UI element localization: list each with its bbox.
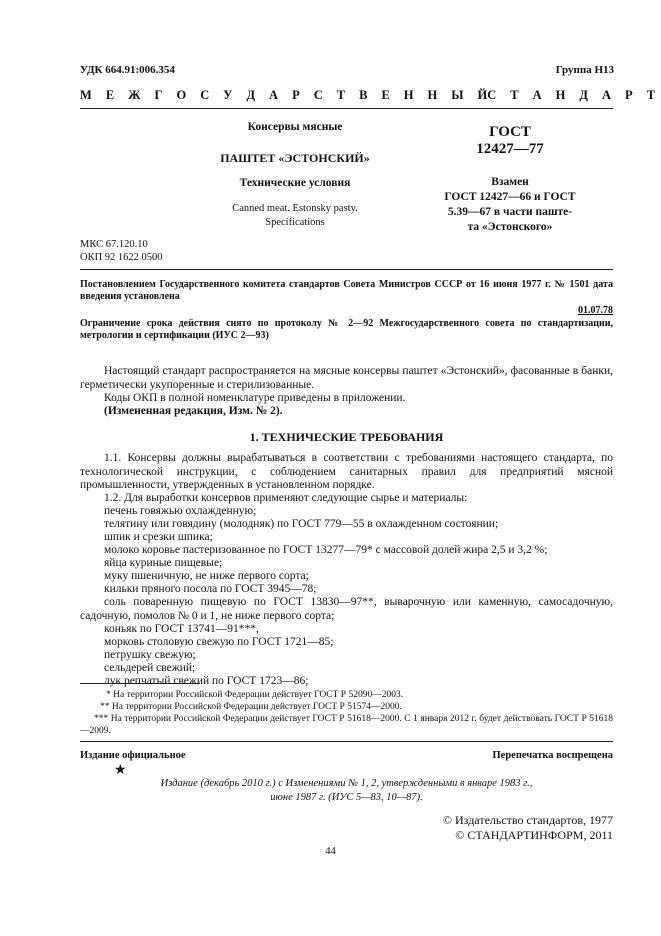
udk-code: УДК 664.91:006.354 — [80, 64, 175, 76]
edition-note-1: Издание (декабрь 2010 г.) с Изменениями № 1, 2, утвержденными в январе 1983 г., — [160, 778, 533, 789]
product-title: ПАШТЕТ «ЭСТОНСКИЙ» — [220, 151, 370, 165]
banner-letter: Е — [381, 88, 390, 102]
banner-letter: Т — [510, 88, 519, 102]
standard-banner — [80, 88, 656, 103]
footnote-2: ** На территории Российской Федерации действует ГОСТ Р 51574—2000. — [100, 702, 402, 712]
banner-word-2 — [487, 88, 655, 103]
replaces-line-2: 5.39—67 в части паште- — [447, 206, 573, 218]
material-item: яйца куриные пищевые; — [104, 557, 223, 569]
footer-rule — [80, 741, 613, 742]
material-item: печень говяжью охлажденную; — [104, 505, 257, 517]
banner-letter: М — [80, 88, 92, 102]
banner-letter: Н — [403, 88, 414, 102]
banner-letter: Д — [246, 88, 256, 102]
gost-number: 12427—77 — [476, 141, 544, 157]
section-heading: 1. ТЕХНИЧЕСКИЕ ТРЕБОВАНИЯ — [249, 430, 444, 444]
material-item: сельдерей свежий; — [104, 662, 196, 674]
banner-letter: Т — [336, 88, 346, 102]
copyright-2: © СТАНДАРТИНФОРМ, 2011 — [455, 828, 613, 842]
banner-letter: О — [176, 88, 187, 102]
group-code: Группа Н13 — [555, 64, 614, 76]
replaces-label: Взамен — [491, 176, 529, 188]
banner-letter: Й — [477, 88, 488, 102]
subtitle: Технические условия — [239, 177, 351, 189]
material-item: лук репчатый свежий по ГОСТ 1723—86; — [104, 675, 309, 687]
english-title-2: Specifications — [265, 217, 325, 228]
decree-date: 01.07.78 — [578, 305, 613, 316]
material-item: шпик и срезки шпика; — [104, 531, 213, 543]
edition-note-2: июне 1987 г. (ИУС 5—83, 10—87). — [270, 792, 423, 803]
banner-letter: Н — [427, 88, 438, 102]
copyright-1: © Издательство стандартов, 1977 — [442, 813, 613, 827]
banner-letter: Т — [646, 88, 656, 102]
material-item: кильки пряного посола по ГОСТ 3945—78; — [104, 583, 317, 595]
banner-letter: С — [200, 88, 210, 102]
banner-letter: Р — [292, 88, 300, 102]
footnote-1: * На территории Российской Федерации действует ГОСТ Р 52090—2003. — [106, 690, 404, 700]
intro-paragraph-3: (Измененная редакция, Изм. № 2). — [104, 405, 283, 417]
material-item: муку пшеничную, не ниже первого сорта; — [104, 570, 309, 582]
footnote-rule — [80, 683, 200, 684]
gost-label: ГОСТ — [489, 124, 531, 140]
banner-letter: А — [269, 88, 279, 102]
banner-letter: Р — [625, 88, 633, 102]
banner-letter: Г — [154, 88, 163, 102]
header-rule — [80, 108, 613, 109]
material-item: молоко коровье пастеризованное по ГОСТ 13277—79* с массовой долей жира 2,5 и 3,2 %; — [104, 544, 548, 556]
okp-code: ОКП 92 1622 0500 — [80, 252, 163, 263]
clause-1-2: 1.2. Для выработки консервов применяют следующие сырье и материалы: — [104, 492, 468, 504]
material-item: морковь столовую свежую по ГОСТ 1721—85; — [104, 636, 334, 648]
banner-letter: В — [359, 88, 368, 102]
banner-word-1 — [80, 88, 487, 103]
banner-letter: Д — [579, 88, 589, 102]
banner-letter: Ы — [451, 88, 464, 102]
replaces-line-3: та «Эстонского» — [467, 221, 553, 233]
intro-paragraph-2: Коды ОКП в полной номенклатуре приведены в приложении. — [104, 392, 406, 404]
material-item: коньяк по ГОСТ 13741—91***, — [104, 623, 259, 635]
banner-letter: А — [532, 88, 542, 102]
banner-letter: С — [487, 88, 497, 102]
star-icon: ★ — [114, 762, 127, 778]
mks-code: МКС 67.120.10 — [80, 239, 148, 250]
restriction-text: Ограничение срока действия снято по протоколу № 2—92 Межгосударственного совета по стандартизации, метрологии и сертификации (ИУС 2—93) — [80, 318, 613, 341]
clause-1-1: 1.1. Консервы должны вырабатываться в соответствии с требованиями настоящего стандарта, по технологической инструкции, с соблюдением санитарных правил для предприятий мясной промышленности, утвержденных в установленном порядке. — [80, 452, 613, 491]
banner-letter: А — [602, 88, 612, 102]
banner-letter: Ж — [128, 88, 141, 102]
decree-text: Постановлением Государственного комитета стандартов Совета Министров СССР от 16 июня 1977 г. № 1501 дата введения установлена — [80, 279, 613, 302]
reprint-prohibited: Перепечатка воспрещена — [492, 750, 613, 761]
replaces-line-1: ГОСТ 12427—66 и ГОСТ — [444, 191, 576, 203]
material-item: петрушку свежую; — [104, 649, 196, 661]
banner-letter: Е — [105, 88, 115, 102]
codes-rule — [80, 269, 613, 270]
footnote-3: *** На территории Российской Федерации действует ГОСТ Р 51618—2000. С 1 января 2012 г. будет действовать ГОСТ Р 51618—2009. — [80, 714, 613, 736]
page-number: 44 — [325, 846, 336, 857]
intro-paragraph-1: Настоящий стандарт распространяется на мясные консервы паштет «Эстонский», фасованные в банки, герметически укупоренные и стерилизованные. — [80, 365, 613, 391]
banner-letter: У — [223, 88, 233, 102]
english-title-1: Canned meat. Estonsky pasty. — [232, 203, 358, 214]
official-edition: Издание официальное — [80, 750, 186, 761]
banner-letter: Н — [555, 88, 566, 102]
banner-letter: С — [313, 88, 323, 102]
category-title: Консервы мясные — [247, 121, 343, 133]
material-item: телятину или говядину (молодняк) по ГОСТ 779—55 в охлажденном состоянии; — [104, 518, 499, 530]
material-item: соль поваренную пищевую по ГОСТ 13830—97**, выварочную или каменную, самосадочную, садочную, помолов № 0 и 1, не ниже первого сорта; — [80, 596, 613, 622]
